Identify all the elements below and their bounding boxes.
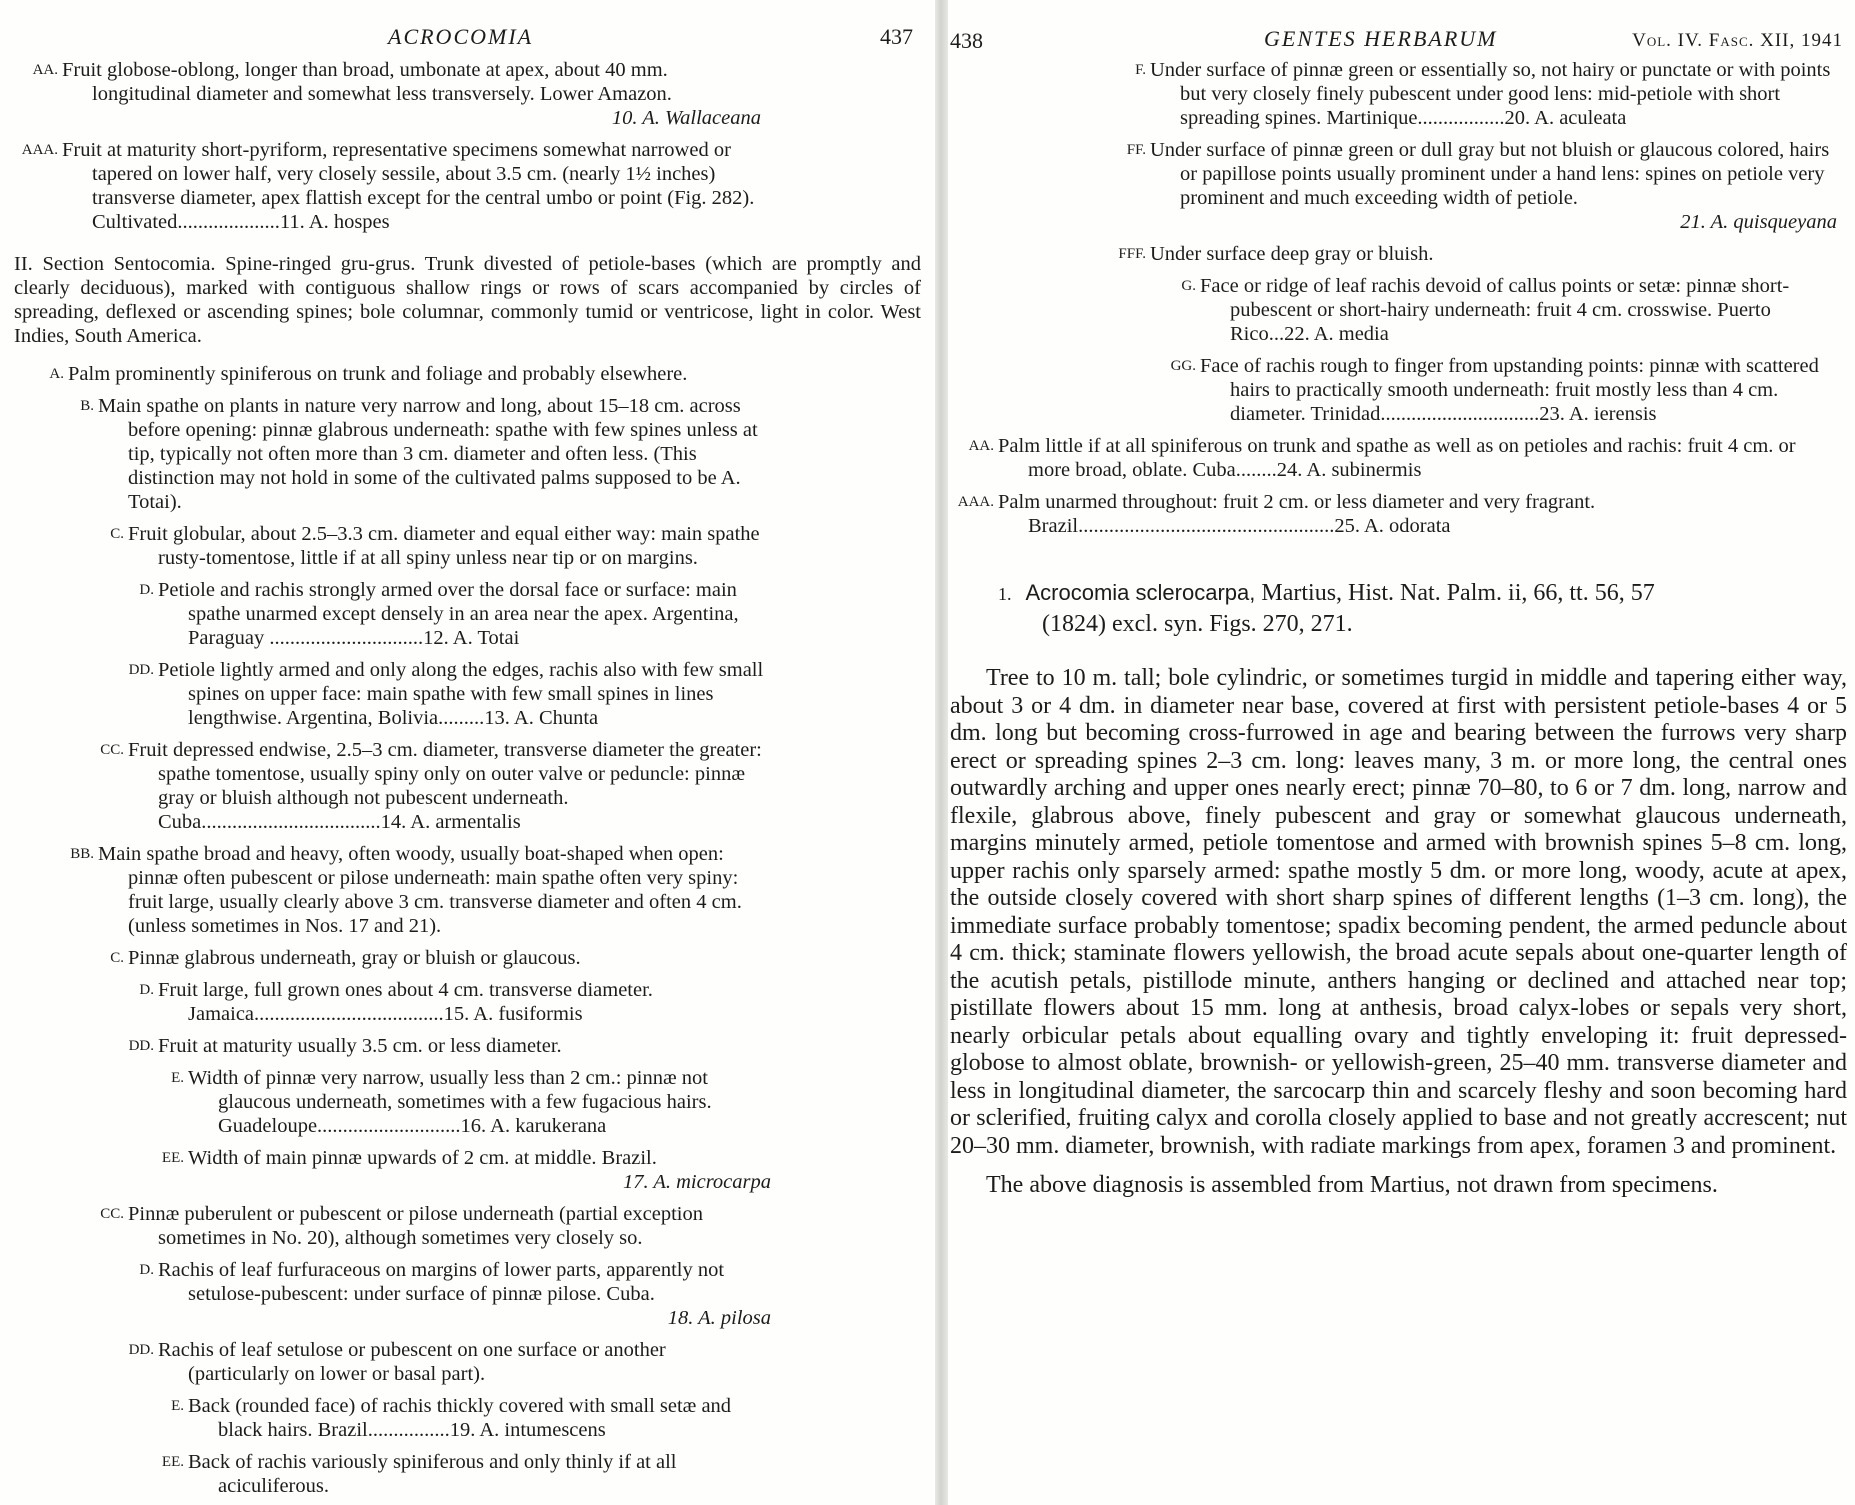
key-entry — [14, 842, 921, 938]
key-entry-label: AAA. — [957, 494, 994, 510]
key-entry-text: Fruit large, full grown ones about 4 cm. transverse diameter. Jamaica.....................................15. A. fusiformis — [158, 979, 653, 1025]
key-entry-label: CC. — [100, 742, 124, 758]
key-entry-label: CC. — [100, 1206, 124, 1222]
key-entry-text: Under surface deep gray or bluish. — [1150, 243, 1434, 265]
key-entry-text: Fruit at maturity usually 3.5 cm. or less diameter. — [158, 1035, 562, 1057]
key-entry — [950, 58, 1847, 130]
key-entry — [14, 1258, 921, 1330]
key-entry — [14, 946, 921, 970]
right-running-title: GENTES HERBARUM — [1264, 26, 1498, 51]
right-page-number: 438 — [950, 28, 983, 53]
key-entry-label: D. — [139, 1262, 154, 1278]
key-entry — [14, 738, 921, 834]
key-entry-label: C. — [110, 526, 124, 542]
key-entry-label: D. — [139, 982, 154, 998]
key-entry-text: Petiole lightly armed and only along the edges, rachis also with few small spines on upper face: main spathe with few small spines in lines lengthwise. Argentina, Bolivia.........13. A. Chunta — [158, 659, 764, 729]
key-entry-text: Fruit at maturity short-pyriform, representative specimens somewhat narrowed or tapered on lower half, very closely sessile, about 3.5 cm. (nearly 1½ inches) transverse diameter, apex flattish except for the central umbo or point (Fig. 282). Cultivated....................11. A. hospes — [62, 139, 755, 233]
key-entry — [14, 978, 921, 1026]
key-entry-label: AA. — [32, 62, 58, 78]
key-entry-text: Width of main pinnæ upwards of 2 cm. at middle. Brazil. — [188, 1147, 657, 1169]
left-key-entries — [14, 362, 921, 1498]
key-entry-text: Width of pinnæ very narrow, usually less than 2 cm.: pinnæ not glaucous underneath, sometimes with a few fugacious hairs. Guadeloupe............................16. A. karukerana — [188, 1067, 712, 1137]
key-entry-species: 10. A. Wallaceana — [611, 107, 761, 129]
key-entry — [14, 1146, 921, 1194]
key-entry-species: 17. A. microcarpa — [622, 1171, 771, 1193]
key-entry — [14, 522, 921, 570]
left-running-head — [14, 22, 921, 58]
key-entry-label: DD. — [128, 662, 154, 678]
key-entry-species: 18. A. pilosa — [667, 1307, 771, 1329]
species-description: Tree to 10 m. tall; bole cylindric, or sometimes turgid in middle and tapering either way, about 3 or 4 dm. in diameter near base, covered at first with persistent petiole-bases 4 or 5 dm. long but becoming cross-furrowed in age and bearing between the furrows very sharp erect or spreading spines 2–3 cm. long: leaves many, 3 m. or more long, the central ones outwardly arching and upper ones nearly erect; pinnæ 70–80, to 6 or 7 dm. long, narrow and flexile, glabrous above, finely pubescent and gray or somewhat glaucous underneath, margins minutely armed, petiole tomentose and armed with brownish spines 5–8 cm. long, upper rachis only sparsely armed: spathe mostly 5 dm. or more long, woody, acute at apex, the outside closely covered with short sharp spines of different lengths (1–3 cm. long), the immediate surface probably tomentose; spadix becoming pendent, the armed peduncle about 4 cm. thick; staminate flowers yellowish, the broad acute sepals about one-quarter length of the acutish petals, pistillode minute, anthers hanging or declined and attached near top; pistillate flowers about 15 mm. long at anthesis, broad calyx-lobes or sepals very short, nearly orbicular petals about equalling ovary and tightly enveloping it: fruit depressed-globose to almost oblate, brownish- or yellowish-green, 25–40 mm. transverse diameter and less in longitudinal diameter, the sarcocarp thin and scarcely fleshy and soon becoming hard or sclerified, fruiting calyx and corolla closely applied to base and not greatly accrescent; nut 20–30 mm. diameter, brownish, with radiate markings from apex, foramen 3 and prominent. — [950, 665, 1847, 1159]
key-entry-text: Pinnæ glabrous underneath, gray or bluish or glaucous. — [128, 947, 581, 969]
key-entry-text: Palm unarmed throughout: fruit 2 cm. or less diameter and very fragrant. Brazil..................................................25. A. odorata — [998, 491, 1596, 537]
key-entry — [14, 578, 921, 650]
key-entry-text: Fruit depressed endwise, 2.5–3 cm. diameter, transverse diameter the greater: spathe tomentose, usually spiny only on outer valve or peduncle: pinnæ gray or bluish although not pubescent underneath. Cuba...................................14. A. armentalis — [128, 739, 762, 833]
key-entry — [14, 138, 921, 234]
key-entry — [950, 138, 1847, 234]
key-entry-text: Fruit globose-oblong, longer than broad, umbonate at apex, about 40 mm. longitudinal diameter and somewhat less transversely. Lower Amazon. — [62, 59, 672, 105]
key-entry — [950, 242, 1847, 266]
key-entry-label: AAA. — [21, 142, 58, 158]
key-entry-text: Pinnæ puberulent or pubescent or pilose underneath (partial exception sometimes in No. 20), although sometimes very closely so. — [128, 1203, 703, 1249]
key-entry-text: Rachis of leaf furfuraceous on margins of lower parts, apparently not setulose-pubescent: under surface of pinnæ pilose. Cuba. — [158, 1259, 725, 1305]
key-entry-label: AA. — [968, 438, 994, 454]
key-entry — [950, 490, 1847, 538]
key-entry — [14, 1394, 921, 1442]
key-entry-label: EE. — [161, 1454, 184, 1470]
key-entry-label: FF. — [1126, 142, 1146, 158]
left-running-title: ACROCOMIA — [388, 24, 534, 49]
key-entry-text: Rachis of leaf setulose or pubescent on one surface or another (particularly on lower or basal part). — [158, 1339, 666, 1385]
key-entry — [14, 1338, 921, 1386]
species-heading — [998, 578, 1847, 639]
key-entry — [14, 1034, 921, 1058]
volume-info: Vol. IV. Fasc. XII, 1941 — [1632, 30, 1843, 51]
species-citation-line2: (1824) excl. syn. Figs. 270, 271. — [1042, 611, 1353, 637]
key-entry-label: BB. — [70, 846, 94, 862]
key-entry-label: DD. — [128, 1342, 154, 1358]
key-entry — [14, 1202, 921, 1250]
key-entry-text: Back (rounded face) of rachis thickly covered with small setæ and black hairs. Brazil................19. A. intumescens — [188, 1395, 732, 1441]
key-entry-label: FFF. — [1118, 246, 1146, 262]
left-page-number: 437 — [880, 24, 913, 49]
key-entry — [950, 354, 1847, 426]
key-entry-text: Under surface of pinnæ green or essentially so, not hairy or punctate or with points but very closely finely pubescent under good lens: mid-petiole with short spreading spines. Martinique.................20. A. aculeata — [1150, 59, 1831, 129]
key-entry-label: G. — [1181, 278, 1196, 294]
key-entry-text: Under surface of pinnæ green or dull gray but not bluish or glaucous colored, hairs or papillose points usually prominent under a hand lens: spines on petiole very prominent and much exceeding width of petiole. — [1150, 139, 1830, 209]
right-page — [948, 0, 1855, 1505]
key-entry-label: E. — [171, 1070, 184, 1086]
key-entry-species: 21. A. quisqueyana — [1680, 211, 1837, 233]
key-entry-label: A. — [49, 366, 64, 382]
key-entry-label: D. — [139, 582, 154, 598]
species-citation: Martius, Hist. Nat. Palm. ii, 66, tt. 56, 57 — [1261, 580, 1655, 606]
key-entry-label: EE. — [161, 1150, 184, 1166]
key-entry-label: B. — [80, 398, 94, 414]
key-entry-text: Face or ridge of leaf rachis devoid of callus points or setæ: pinnæ short-pubescent or short-hairy underneath: fruit 4 cm. crosswise. Puerto Rico...22. A. media — [1200, 275, 1790, 345]
key-entry-text: Petiole and rachis strongly armed over the dorsal face or surface: main spathe unarmed except densely in an area near the apex. Argentina, Paraguay ..............................12. A. Totai — [158, 579, 739, 649]
right-running-head — [950, 22, 1847, 58]
section-paragraph: II. Section Sentocomia. Spine-ringed gru-grus. Trunk divested of petiole-bases (which are promptly and clearly deciduous), marked with contiguous shallow rings or rows of scars accompanied by circles of spreading, deflexed or ascending spines; bole columnar, commonly tumid or ventricose, light in color. West Indies, South America. — [14, 253, 921, 347]
key-entry-text: Palm little if at all spiniferous on trunk and spathe as well as on petioles and rachis: fruit 4 cm. or more broad, oblate. Cuba........24. A. subinermis — [998, 435, 1796, 481]
key-entry — [950, 274, 1847, 346]
key-entry — [14, 58, 921, 130]
key-entry-text: Main spathe broad and heavy, often woody, usually boat-shaped when open: pinnæ often pubescent or pilose underneath: main spathe often very spiny: fruit large, usually clearly above 3 cm. transverse diameter and often 4 cm. (unless sometimes in Nos. 17 and 21). — [98, 843, 742, 937]
book-gutter — [935, 0, 948, 1505]
key-entry-text: Main spathe on plants in nature very narrow and long, about 15–18 cm. across before opening: pinnæ glabrous underneath: spathe with few spines unless at tip, typically not often more than 3 cm. diameter and often less. (This distinction may not hold in some of the cultivated palms supposed to be A. Totai). — [98, 395, 758, 513]
key-entry-label: DD. — [128, 1038, 154, 1054]
species-note: The above diagnosis is assembled from Martius, not drawn from specimens. — [986, 1172, 1718, 1198]
key-entry-text: Fruit globular, about 2.5–3.3 cm. diameter and equal either way: main spathe rusty-tomentose, little if at all spiny unless near tip or on margins. — [128, 523, 760, 569]
key-entry — [950, 434, 1847, 482]
key-entry — [14, 1066, 921, 1138]
key-entry-text: Face of rachis rough to finger from upstanding points: pinnæ with scattered hairs to practically smooth underneath: fruit mostly less than 4 cm. diameter. Trinidad...............................23. A. ierensis — [1200, 355, 1819, 425]
key-entry-label: C. — [110, 950, 124, 966]
left-top-key-entries — [14, 58, 921, 234]
key-entry-label: GG. — [1170, 358, 1196, 374]
key-entry — [14, 658, 921, 730]
key-entry-label: F. — [1135, 62, 1146, 78]
key-entry — [14, 362, 921, 386]
species-number: 1. — [998, 584, 1012, 604]
key-entry — [14, 1450, 921, 1498]
key-entry-label: E. — [171, 1398, 184, 1414]
key-entry — [14, 394, 921, 514]
species-name: Acrocomia sclerocarpa, — [1025, 580, 1256, 605]
key-entry-text: Palm prominently spiniferous on trunk and foliage and probably elsewhere. — [68, 363, 688, 385]
right-key-entries — [950, 58, 1847, 538]
key-entry-text: Back of rachis variously spiniferous and only thinly if at all aciculiferous. — [188, 1451, 677, 1497]
